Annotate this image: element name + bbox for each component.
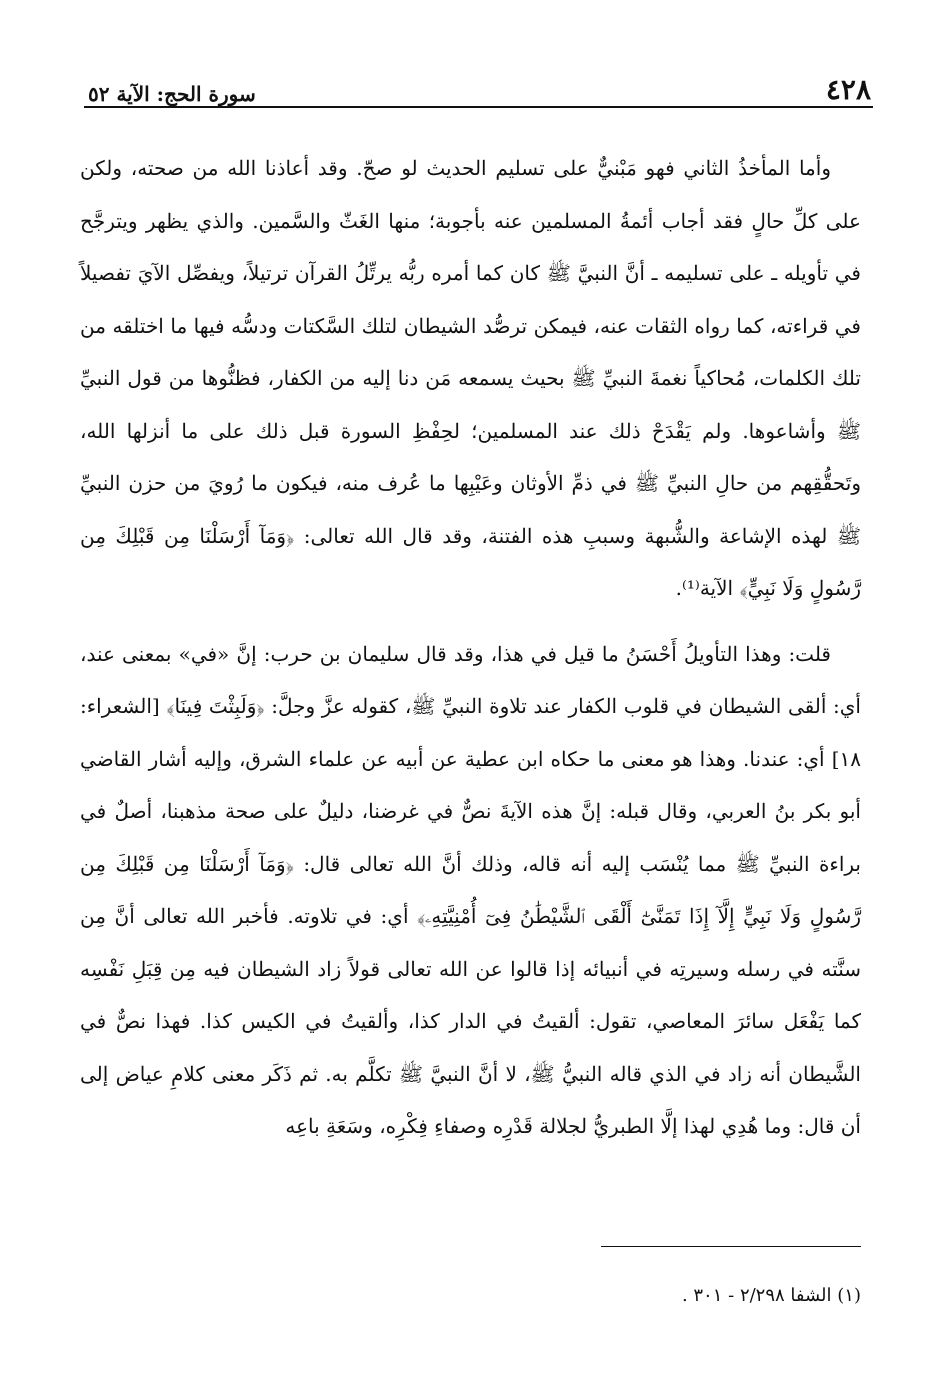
header-rule <box>84 106 873 108</box>
paragraph: وأما المأخذُ الثاني فهو مَبْنيٌّ على تسليم الحديث لو صحّ. وقد أعاذنا الله من صحته، ولكن على كلِّ حالٍ فقد أجاب أئمةُ المسلمين عنه بأجوبة؛ منها الغَثّ والسَّمين. والذي يظهر ويترجَّح في تأويله ـ على تسليمه ـ أنَّ النبيَّ ﷺ كان كما أمره ربُّه يرتِّلُ القرآن ترتيلاً، ويفصِّل الآيَ تفصيلاً في قراءته، كما رواه الثقات عنه، فيمكن ترصُّد الشيطان لتلك السَّكتات ودسُّه فيها ما اختلقه من تلك الكلمات، مُحاكياً نغمةَ النبيِّ ﷺ بحيث يسمعه مَن دنا إليه من الكفار، فظنُّوها من قول النبيِّ ﷺ وأشاعوها. ولم يَقْدَحْ ذلك عند المسلمين؛ لحِفْظِ السورة قبل ذلك على ما أنزلها الله، وتَحقُّقِهم من حالِ النبيِّ ﷺ في ذمِّ الأوثان وعَيْبِها ما عُرف منه، فيكون ما رُويَ من حزن النبيِّ ﷺ لهذه الإشاعة والشُّبهة وسببِ هذه الفتنة، وقد قال الله تعالى: ﴿وَمَآ أَرْسَلْنَا مِن قَبْلِكَ مِن رَّسُولٍ وَلَا نَبِيٍّ﴾ الآية⁽¹⁾. <box>80 156 861 600</box>
page-number: ٤٢٨ <box>825 73 871 106</box>
main-text <box>80 142 861 1153</box>
page-header <box>88 58 871 104</box>
footnote-rule <box>601 1246 861 1247</box>
paragraph: قلت: وهذا التأويلُ أَحْسَنُ ما قيل في هذا، وقد قال سليمان بن حرب: إنَّ «في» بمعنى عند، أي: ألقى الشيطان في قلوب الكفار عند تلاوة النبيِّ ﷺ، كقوله عزَّ وجلَّ: ﴿وَلَبِثْتَ فِينَا﴾ [الشعراء: ١٨] أي: عندنا. وهذا هو معنى ما حكاه ابن عطية عن أبيه عن علماء الشرق، وإليه أشار القاضي أبو بكر بنُ العربي، وقال قبله: إنَّ هذه الآيةَ نصٌّ في غرضنا، دليلٌ على صحة مذهبنا، أصلٌ في براءة النبيِّ ﷺ مما يُنْسَب إليه أنه قاله، وذلك أنَّ الله تعالى قال: ﴿وَمَآ أَرْسَلْنَا مِن قَبْلِكَ مِن رَّسُولٍ وَلَا نَبِيٍّ إِلَّآ إِذَا تَمَنَّىٰٓ أَلْقَى ٱلشَّيْطَٰنُ فِىٓ أُمْنِيَّتِهِۦ﴾ أي: في تلاوته. فأخبر الله تعالى أنَّ مِن سنَّته في رسله وسيرتِه في أنبيائه إذا قالوا عن الله تعالى قولاً زاد الشيطان فيه مِن قِبَلِ نَفْسِه كما يَفْعَل سائرَ المعاصي، تقول: ألقيتُ في الدار كذا، وألقيتُ في الكيس كذا. فهذا نصٌّ في الشَّيطان أنه زاد في الذي قاله النبيُّ ﷺ، لا أنَّ النبيَّ ﷺ تكلَّم به. ثم ذَكَر معنى كلامِ عياض إلى أن قال: وما هُدِي لهذا إلَّا الطبريُّ لجلالة قَدْرِه وصفاءِ فِكْرِه، وسَعَةِ باعِه <box>80 641 861 1138</box>
footnote: (١) الشفا ٢/٢٩٨ - ٣٠١ . <box>681 1285 861 1306</box>
running-title: سورة الحج: الآية ٥٢ <box>88 82 256 106</box>
